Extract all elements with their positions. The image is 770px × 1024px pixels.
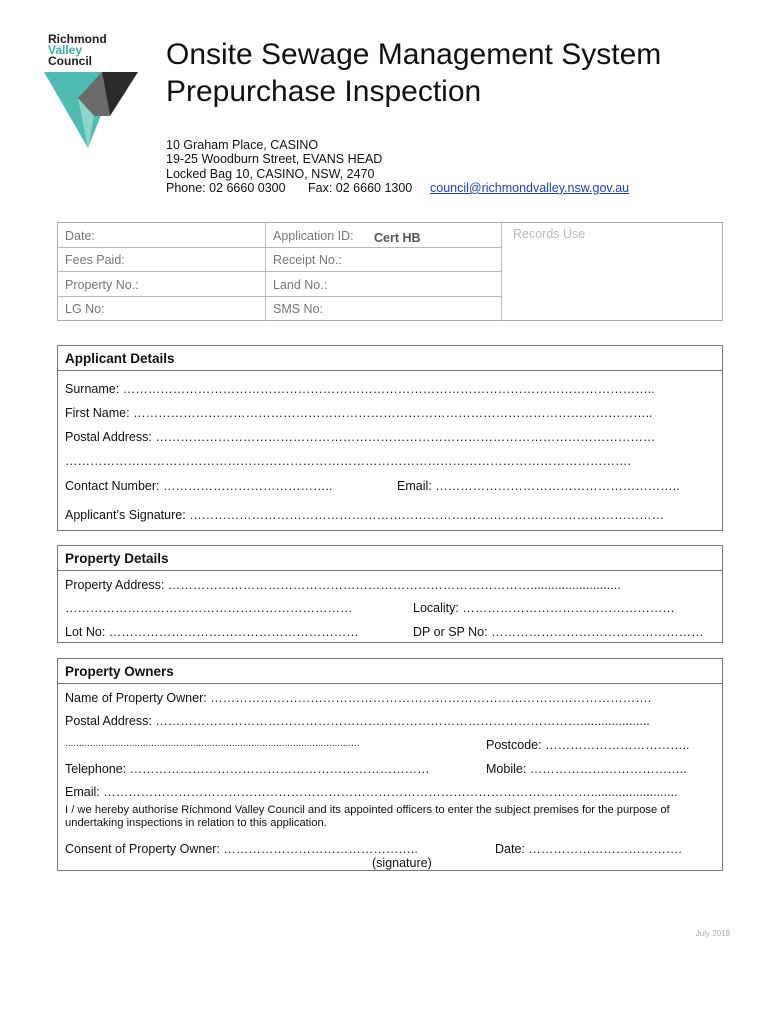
property-details-section xyxy=(57,545,723,643)
contact-number-label: Contact Number: xyxy=(65,479,160,493)
owner-consent-label: Consent of Property Owner: xyxy=(65,842,220,856)
owner-email-blank[interactable]: ………………………………………………………………………………………………………......................... xyxy=(103,785,678,799)
office-property-no-label: Property No.: xyxy=(65,278,139,292)
owner-email-label: Email: xyxy=(65,785,100,799)
authorisation-statement: I / we hereby authorise Richmond Valley Council and its appointed officers to enter the subject premises for the purpose of undertaking inspections in relation to this application. xyxy=(65,804,670,829)
applicant-details-header: Applicant Details xyxy=(58,346,722,371)
logo-line-richmond: Richmond xyxy=(48,32,107,46)
owner-email-field[interactable] xyxy=(65,785,678,799)
property-address-label: Property Address: xyxy=(65,578,165,592)
postal-address-blank-2[interactable]: ………………………………………………………………………………………………………………………. xyxy=(65,454,631,468)
applicant-email-label: Email: xyxy=(397,479,432,493)
fax-number: Fax: 02 6660 1300 xyxy=(308,180,413,195)
applicant-signature-blank[interactable]: …………………………………………………………………………………………………… xyxy=(189,508,665,522)
surname-field[interactable] xyxy=(65,382,655,396)
owner-postal-address-field[interactable] xyxy=(65,714,650,728)
telephone-blank[interactable]: ……………………………………………………………… xyxy=(129,762,430,776)
applicant-signature-field[interactable] xyxy=(65,508,664,522)
office-records-use-label: Records Use xyxy=(513,227,586,241)
first-name-field[interactable] xyxy=(65,406,653,420)
property-details-header: Property Details xyxy=(58,546,722,571)
owner-consent-blank[interactable]: ……………………………………….. xyxy=(223,842,418,856)
office-lg-no-label: LG No: xyxy=(65,302,105,316)
property-address-blank-2[interactable]: …………………………………………………………… xyxy=(65,601,353,615)
council-address-block xyxy=(166,138,629,195)
owner-date-field[interactable] xyxy=(495,842,682,856)
owner-name-field[interactable] xyxy=(65,691,651,705)
applicant-email-blank[interactable]: ………………………………………………….. xyxy=(435,479,680,493)
lot-no-field[interactable] xyxy=(65,625,359,639)
dp-sp-no-field[interactable] xyxy=(413,625,704,639)
office-fees-paid-label: Fees Paid: xyxy=(65,253,125,267)
address-line-2: 19-25 Woodburn Street, EVANS HEAD xyxy=(166,152,383,167)
dp-sp-no-label: DP or SP No: xyxy=(413,625,488,639)
title-line-1: Onsite Sewage Management System xyxy=(166,38,662,71)
address-line-3: Locked Bag 10, CASINO, NSW, 2470 xyxy=(166,166,375,181)
owner-postal-address-blank[interactable]: ………………………………………………………………………………………….................... xyxy=(155,714,650,728)
property-address-line-2[interactable] xyxy=(65,601,353,615)
signature-caption: (signature) xyxy=(372,856,432,870)
owner-postal-address-line-2[interactable] xyxy=(65,738,360,749)
applicant-signature-label: Applicant’s Signature: xyxy=(65,508,186,522)
telephone-field[interactable] xyxy=(65,762,430,776)
address-line-1: 10 Graham Place, CASINO xyxy=(166,138,319,152)
postcode-label: Postcode: xyxy=(486,738,542,752)
postal-address-blank[interactable]: ………………………………………………………………………………………………………… xyxy=(155,430,656,444)
footer-date: July 2018 xyxy=(695,929,730,938)
property-owners-header: Property Owners xyxy=(58,659,722,684)
dp-sp-no-blank[interactable]: …………………………………………… xyxy=(491,625,704,639)
office-application-id-label: Application ID: xyxy=(273,229,354,243)
postal-address-label: Postal Address: xyxy=(65,430,152,444)
property-owners-section xyxy=(57,658,723,871)
surname-label: Surname: xyxy=(65,382,120,396)
locality-label: Locality: xyxy=(413,601,459,615)
owner-date-label: Date: xyxy=(495,842,525,856)
page-title xyxy=(166,36,661,110)
applicant-details-section xyxy=(57,345,723,531)
contact-number-blank[interactable]: ………………………………….. xyxy=(162,479,333,493)
property-address-field[interactable] xyxy=(65,578,621,592)
title-line-2: Prepurchase Inspection xyxy=(166,75,482,108)
first-name-blank[interactable]: …………………………………………………………………………………………………………….. xyxy=(133,406,653,420)
lot-no-label: Lot No: xyxy=(65,625,106,639)
applicant-email-field[interactable] xyxy=(397,479,680,493)
office-date-label: Date: xyxy=(65,229,95,243)
owner-date-blank[interactable]: ………………………………. xyxy=(528,842,682,856)
office-cert-label: Cert HB xyxy=(374,231,421,245)
owner-name-label: Name of Property Owner: xyxy=(65,691,207,705)
office-land-no-label: Land No.: xyxy=(273,278,328,292)
locality-blank[interactable]: …………………………………………… xyxy=(462,601,675,615)
phone-number: Phone: 02 6660 0300 xyxy=(166,180,286,195)
council-logo-text xyxy=(48,34,107,67)
logo-line-valley: Valley xyxy=(48,43,83,57)
owner-postal-address-label: Postal Address: xyxy=(65,714,152,728)
office-use-box xyxy=(57,222,723,321)
contact-line xyxy=(166,181,629,195)
mobile-field[interactable] xyxy=(486,762,687,776)
postcode-field[interactable] xyxy=(486,738,690,752)
postal-address-field[interactable] xyxy=(65,430,655,444)
logo-line-council: Council xyxy=(48,54,92,68)
first-name-label: First Name: xyxy=(65,406,130,420)
locality-field[interactable] xyxy=(413,601,675,615)
council-logo-icon xyxy=(44,72,138,148)
office-receipt-no-label: Receipt No.: xyxy=(273,253,342,267)
surname-blank[interactable]: ……………………………………………………………………………………………………………….. xyxy=(122,382,655,396)
email-link[interactable]: council@richmondvalley.nsw.gov.au xyxy=(430,180,630,195)
lot-no-blank[interactable]: …………………………………………………… xyxy=(108,625,359,639)
owner-postal-address-blank-2[interactable]: .......................................................................................................... xyxy=(65,738,360,749)
mobile-blank[interactable]: ……………………………….. xyxy=(529,762,687,776)
postal-address-line-2[interactable] xyxy=(65,454,631,468)
mobile-label: Mobile: xyxy=(486,762,527,776)
office-sms-no-label: SMS No: xyxy=(273,302,324,316)
owner-name-blank[interactable]: ……………………………………………………………………………………………. xyxy=(210,691,652,705)
postcode-blank[interactable]: …………………………….. xyxy=(545,738,690,752)
telephone-label: Telephone: xyxy=(65,762,127,776)
contact-number-field[interactable] xyxy=(65,479,332,493)
owner-consent-field[interactable] xyxy=(65,842,418,856)
property-address-blank[interactable]: …………………………………………………………………………….......................... xyxy=(167,578,621,592)
